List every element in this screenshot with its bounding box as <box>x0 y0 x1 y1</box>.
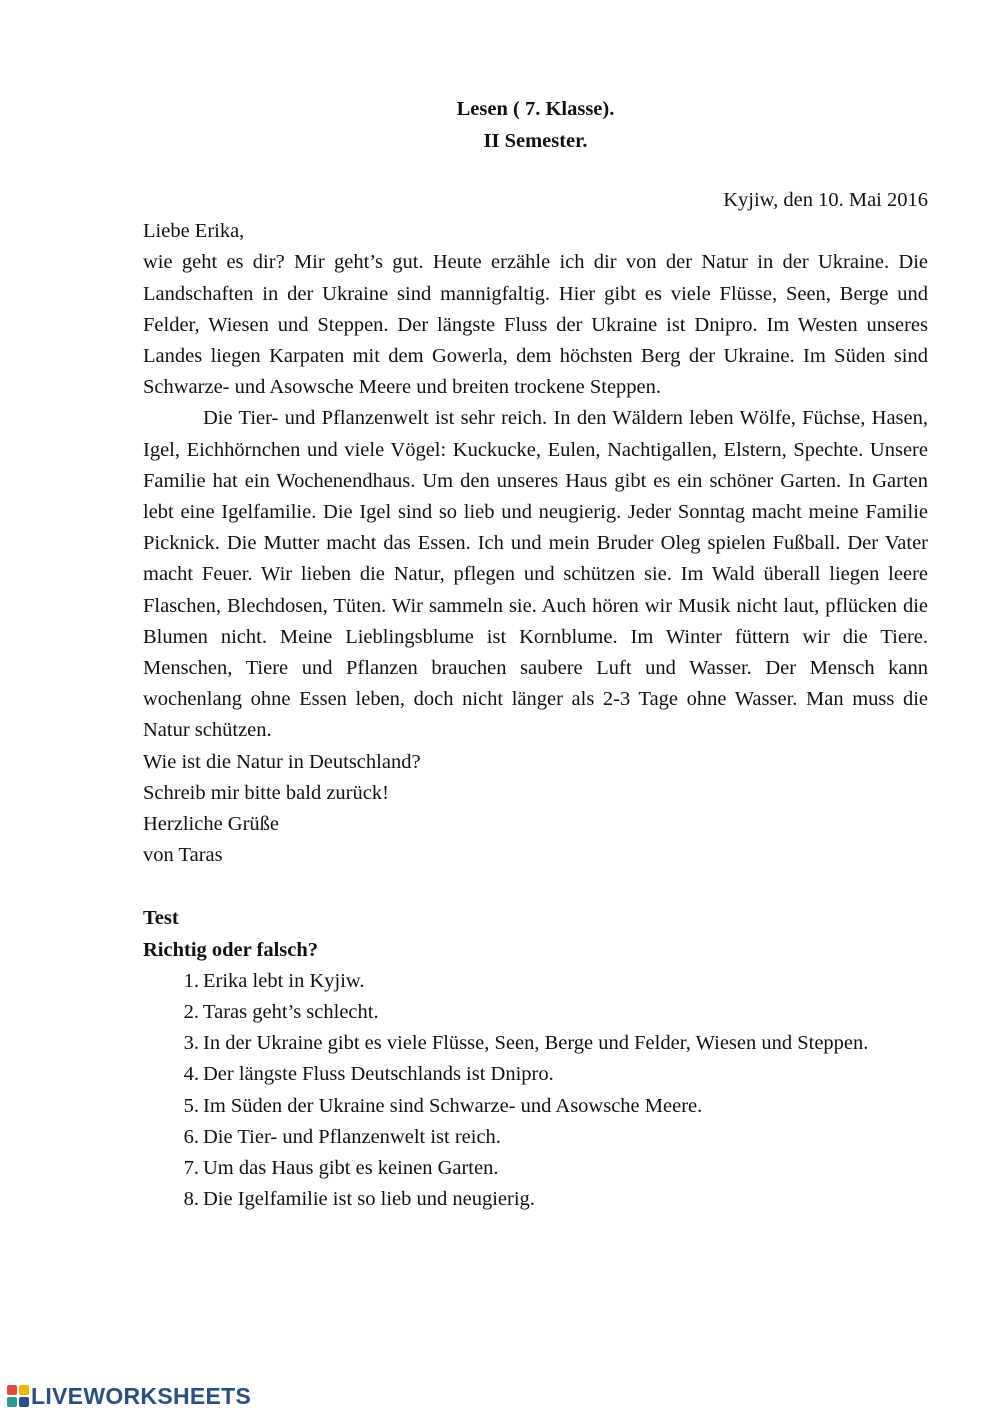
item-text: Im Süden der Ukraine sind Schwarze- und Asowsche Meere. <box>203 1094 703 1117</box>
letter-request: Schreib mir bitte bald zurück! <box>143 781 389 804</box>
item-number: 3. <box>183 1032 199 1055</box>
letter-closing: Herzliche Grüße <box>143 813 280 836</box>
letter-paragraph-2: Die Tier- und Pflanzenwelt ist sehr reich. In den Wäldern leben Wölfe, Füchse, Hasen, Igel, Eichhörnchen und viele Vögel: Kuckucke, Eulen, Nachtigallen, Elstern, Spechte. Unsere Familie hat ein Wochenendhaus. Um den unseres Haus gibt es ein schöner Garten. In Garten lebt eine Igelfamilie. Die Igel sind so lieb und neugierig. Jeder Sonntag macht meine Familie Picknick. Die Mutter macht das Essen. Ich und mein Bruder Oleg spielen Fußball. Der Vater macht Feuer. Wir lieben die Natur, pflegen und schützen sie. Im Wald überall liegen leere Flaschen, Blechdosen, Tüten. Wir sammeln sie. Auch hören wir Musik nicht laut, pflücken die Blumen nicht. Meine Lieblingsblume ist Kornblume. Im Winter füttern wir die Tiere. Menschen, Tiere und Pflanzen brauchen saubere Luft und Wasser. Der Mensch kann wochenlang ohne Essen leben, doch nicht länger als 2-3 Tage ohne Wasser. Man muss die Natur schützen. <box>143 407 928 742</box>
letter-greeting: Liebe Erika, <box>143 220 245 243</box>
test-item <box>183 1122 928 1153</box>
test-item <box>183 1091 928 1122</box>
item-number: 4. <box>183 1063 199 1086</box>
test-subheading: Richtig oder falsch? <box>143 938 319 961</box>
item-number: 1. <box>183 969 199 992</box>
test-item <box>183 997 928 1028</box>
test-heading: Test <box>143 907 179 930</box>
letter-question: Wie ist die Natur in Deutschland? <box>143 750 421 773</box>
test-item <box>183 966 928 997</box>
liveworksheets-logo[interactable] <box>7 1383 251 1409</box>
item-text: In der Ukraine gibt es viele Flüsse, Seen, Berge und Felder, Wiesen und Steppen. <box>203 1032 869 1055</box>
worksheet-page <box>143 93 928 1216</box>
item-text: Die Igelfamilie ist so lieb und neugierig. <box>203 1188 535 1211</box>
letter-date: Kyjiw, den 10. Mai 2016 <box>723 189 928 211</box>
title-line-2: II Semester. <box>483 130 588 152</box>
liveworksheets-logo-icon <box>7 1385 29 1407</box>
test-item <box>183 1184 928 1215</box>
item-number: 5. <box>183 1094 199 1117</box>
item-text: Die Tier- und Pflanzenwelt ist reich. <box>203 1125 501 1148</box>
item-text: Taras geht’s schlecht. <box>203 1001 379 1024</box>
test-statement-list <box>143 966 928 1216</box>
item-number: 8. <box>183 1188 199 1211</box>
test-item <box>183 1059 928 1090</box>
item-number: 6. <box>183 1125 199 1148</box>
item-number: 2. <box>183 1001 199 1024</box>
logo-text: LIVEWORKSHEETS <box>31 1382 252 1409</box>
worksheet-title <box>143 93 928 157</box>
item-text: Der längste Fluss Deutschlands ist Dnipro. <box>203 1063 554 1086</box>
test-item <box>183 1028 928 1059</box>
letter-paragraph-1: wie geht es dir? Mir geht’s gut. Heute erzähle ich dir von der Natur in der Ukraine. Die Landschaften in der Ukraine sind mannigfaltig. Hier gibt es viele Flüsse, Seen, Berge und Felder, Wiesen und Steppen. Der längste Fluss der Ukraine ist Dnipro. Im Westen unseres Landes liegen Karpaten mit dem Gowerla, dem höchsten Berg der Ukraine. Im Süden sind Schwarze- und Asowsche Meere und breiten trockene Steppen. <box>143 251 928 399</box>
item-text: Um das Haus gibt es keinen Garten. <box>203 1157 499 1180</box>
item-number: 7. <box>183 1157 199 1180</box>
test-item <box>183 1153 928 1184</box>
letter-signature: von Taras <box>143 844 223 867</box>
title-line-1: Lesen ( 7. Klasse). <box>456 98 615 120</box>
item-text: Erika lebt in Kyjiw. <box>203 969 365 992</box>
